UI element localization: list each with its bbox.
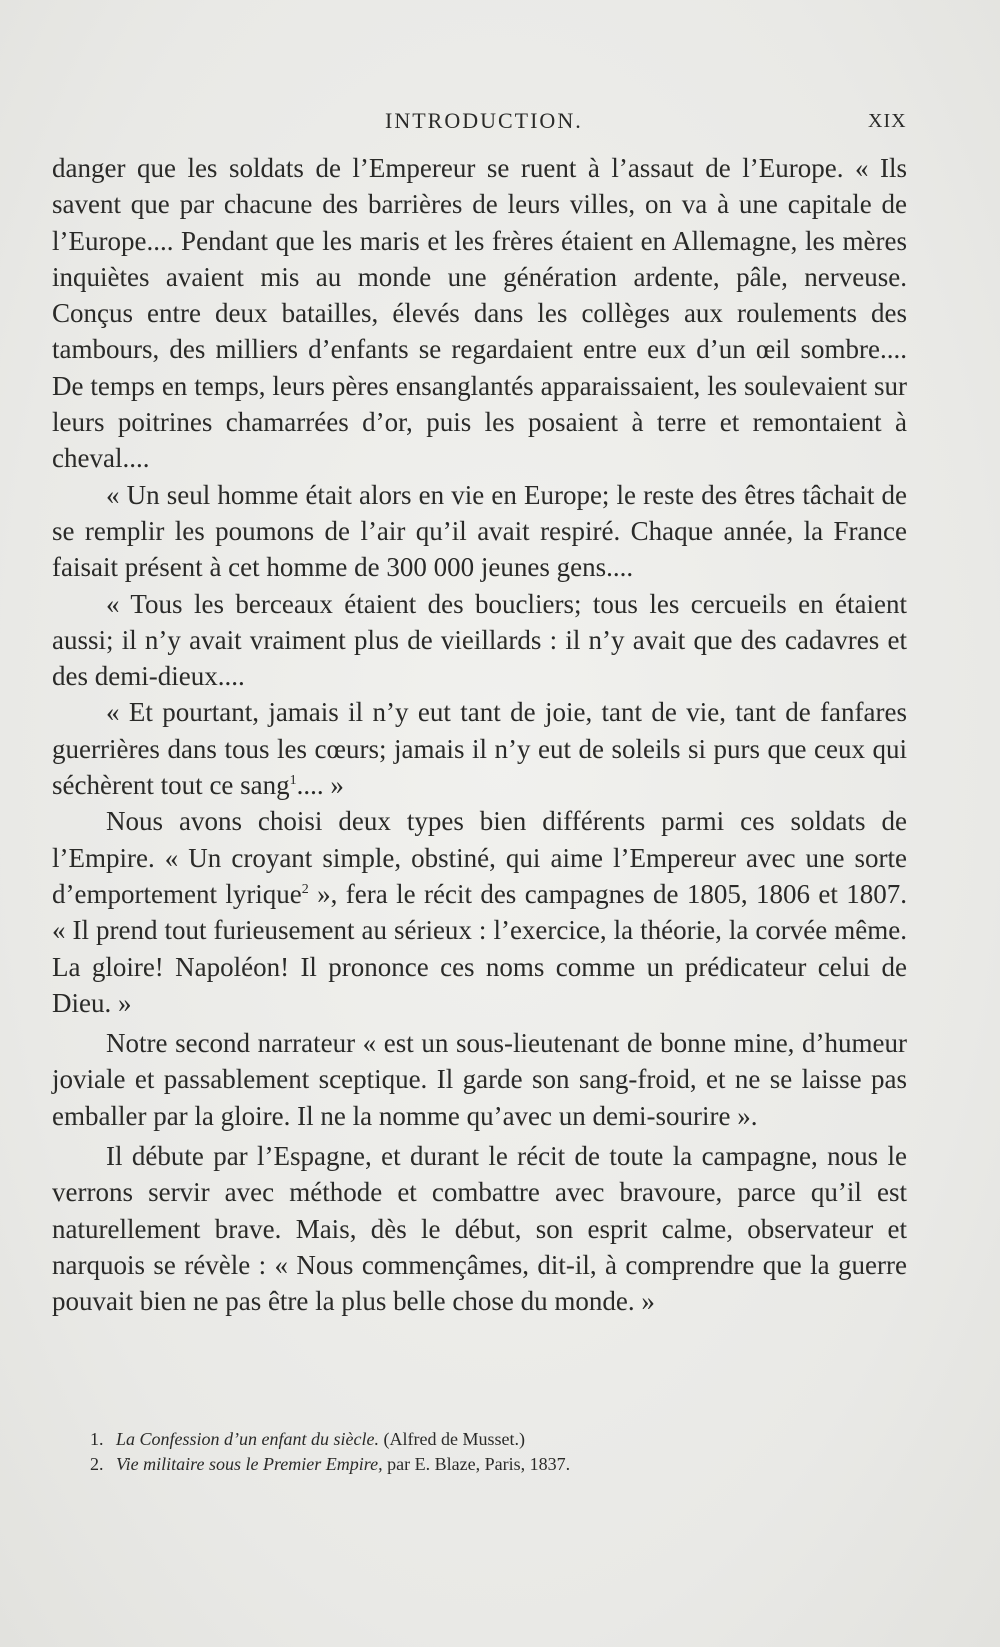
- page-header: [0, 108, 1000, 140]
- footnote-1-title: La Confession d’un enfant du siècle.: [116, 1429, 379, 1449]
- footnote-1-rest: (Alfred de Musset.): [378, 1429, 525, 1449]
- paragraph-6: Notre second narrateur « est un sous-lieutenant de bonne mine, d’humeur joviale et passablement sceptique. Il garde son sang-froid, et ne se laisse pas emballer par la gloire. Il ne la nomme qu’avec un demi-sourire ».: [52, 1028, 907, 1131]
- paragraph-4-text: « Et pourtant, jamais il n’y eut tant de joie, tant de vie, tant de fanfares guerrières dans tous les cœurs; jamais il n’y eut de soleils si purs que ceux qui séchèrent tout ce sang: [52, 697, 907, 801]
- footnote-2-title: Vie militaire sous le Premier Empire,: [116, 1454, 383, 1474]
- footnote-2-rest: par E. Blaze, Paris, 1837.: [382, 1454, 571, 1474]
- paragraph-5-tail: », fera le récit des campagnes de 1805, 1806 et 1807. « Il prend tout furieusement au sérieux : l’exercice, la théorie, la corvée même. La gloire! Napoléon! Il prononce ces noms comme un prédicateur celui de Dieu. »: [52, 878, 907, 1018]
- body-text: [52, 150, 907, 1320]
- running-title: INTRODUCTION.: [385, 108, 583, 133]
- paragraph-5: [52, 803, 907, 1021]
- footnote-ref-1: 1: [289, 773, 297, 789]
- footnote-1: [90, 1427, 910, 1452]
- paragraph-3: « Tous les berceaux étaient des boucliers; tous les cercueils en étaient aussi; il n’y avait vraiment plus de vieillards : il n’y avait que des cadavres et des demi-dieux....: [52, 588, 907, 692]
- page-number: XIX: [868, 110, 907, 132]
- paragraph-4-tail: .... »: [296, 770, 344, 801]
- paragraph-5-text: Nous avons choisi deux types bien différents parmi ces soldats de l’Empire. « Un croyant simple, obstiné, qui aime l’Empereur avec une sorte d’emportement lyrique: [52, 806, 907, 909]
- paragraph-1: danger que les soldats de l’Empereur se ruent à l’assaut de l’Europe. « Ils savent que par chacune des barrières de leurs villes, on va à une capitale de l’Europe.... Pendant que les maris et les frères étaient en Allemagne, les mères inquiètes avaient mis au monde une génération ardente, pâle, nerveuse. Conçus entre deux batailles, élevés dans les collèges aux roulements des tambours, des milliers d’enfants se regardaient entre eux d’un œil sombre.... De temps en temps, leurs pères ensanglantés apparaissaient, les soulevaient sur leurs poitrines chamarrées d’or, puis les posaient à terre et remontaient à cheval....: [52, 153, 907, 474]
- paragraph-4: [52, 694, 907, 803]
- footnote-1-mark: 1.: [90, 1429, 104, 1449]
- footnote-ref-2: 2: [301, 881, 309, 897]
- footnotes: [90, 1427, 910, 1477]
- footnote-2: [90, 1452, 910, 1477]
- paragraph-7: Il débute par l’Espagne, et durant le récit de toute la campagne, nous le verrons servir avec méthode et combattre avec bravoure, parce qu’il est naturellement brave. Mais, dès le début, son esprit calme, observateur et narquois se révèle : « Nous commençâmes, dit-il, à comprendre que la guerre pouvait bien ne pas être la plus belle chose du monde. »: [52, 1141, 907, 1317]
- footnote-2-mark: 2.: [90, 1454, 104, 1474]
- paragraph-2: « Un seul homme était alors en vie en Europe; le reste des êtres tâchait de se remplir les poumons de l’air qu’il avait respiré. Chaque année, la France faisait présent à cet homme de 300 000 jeunes gens....: [52, 479, 907, 583]
